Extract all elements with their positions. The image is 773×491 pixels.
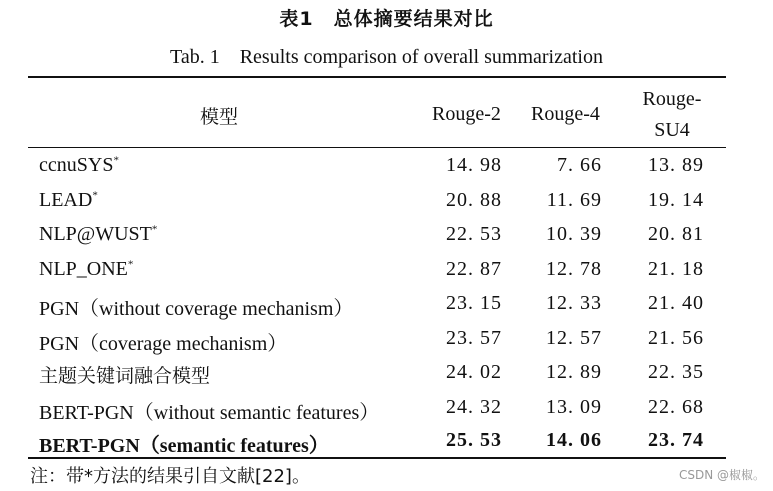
row-rougesu4: 22. 68 [648, 395, 704, 418]
row-model-name: NLP@WUST* [39, 223, 158, 245]
table-caption-chinese: 表1 总体摘要结果对比 [279, 8, 494, 30]
row-rouge4: 12. 78 [546, 257, 602, 280]
row-rouge2: 25. 53 [446, 429, 502, 451]
table-row [0, 219, 773, 254]
row-rouge4: 12. 89 [546, 361, 602, 383]
row-rouge2: 23. 15 [446, 292, 502, 314]
row-rougesu4: 13. 89 [648, 154, 704, 176]
row-rouge2: 24. 32 [446, 395, 502, 418]
row-rouge2: 20. 88 [446, 188, 502, 211]
row-rougesu4: 20. 81 [648, 223, 704, 245]
row-rougesu4: 21. 18 [648, 257, 704, 280]
row-rouge2: 23. 57 [446, 326, 502, 349]
header-rouge2: Rouge-2 [432, 103, 501, 125]
row-rouge4: 13. 09 [546, 395, 602, 418]
header-rougesu4-line1: Rouge- [642, 88, 702, 110]
table-footnote: 注：带*方法的结果引自文献[22]。 [30, 466, 310, 487]
table-bottom-rule [28, 457, 726, 459]
table-caption-english: Tab. 1 Results comparison of overall summarization [170, 46, 603, 68]
header-rougesu4 [632, 84, 712, 146]
table-row [0, 323, 773, 358]
header-rougesu4-line2: SU4 [654, 119, 690, 141]
row-rouge4: 7. 66 [557, 154, 602, 176]
row-rougesu4: 19. 14 [648, 188, 704, 211]
row-rouge4: 12. 57 [546, 326, 602, 349]
table-top-rule [28, 76, 726, 78]
table-row [0, 392, 773, 427]
table-row [0, 357, 773, 392]
table-row [0, 150, 773, 185]
row-rougesu4: 21. 40 [648, 292, 704, 314]
row-rouge2: 22. 87 [446, 257, 502, 280]
row-rouge4: 12. 33 [546, 292, 602, 314]
row-rouge2: 22. 53 [446, 223, 502, 245]
header-rouge4: Rouge-4 [531, 103, 600, 125]
row-model-name: ccnuSYS* [39, 154, 119, 176]
row-model-name: LEAD* [39, 188, 98, 211]
row-rouge2: 24. 02 [446, 361, 502, 383]
row-model-name: BERT-PGN（without semantic features） [39, 401, 380, 424]
row-rouge2: 14. 98 [446, 154, 502, 176]
row-model-name: NLP_ONE* [39, 257, 134, 280]
table-row [0, 185, 773, 220]
row-rougesu4: 22. 35 [648, 361, 704, 383]
table-row-best [0, 425, 773, 460]
row-rougesu4: 23. 74 [648, 429, 704, 451]
watermark: CSDN @椒椒。 [678, 468, 765, 482]
row-model-name: BERT-PGN（semantic features） [39, 435, 329, 457]
row-model-name: 主题关键词融合模型 [39, 365, 211, 387]
row-rouge4: 14. 06 [546, 429, 602, 451]
header-model: 模型 [200, 106, 239, 128]
row-model-name: PGN（coverage mechanism） [39, 332, 288, 355]
row-rouge4: 11. 69 [546, 188, 602, 211]
row-rouge4: 10. 39 [546, 223, 602, 245]
table-row [0, 288, 773, 323]
row-model-name: PGN（without coverage mechanism） [39, 298, 354, 320]
row-rougesu4: 21. 56 [648, 326, 704, 349]
table-header-rule [28, 147, 726, 148]
table-row [0, 254, 773, 289]
